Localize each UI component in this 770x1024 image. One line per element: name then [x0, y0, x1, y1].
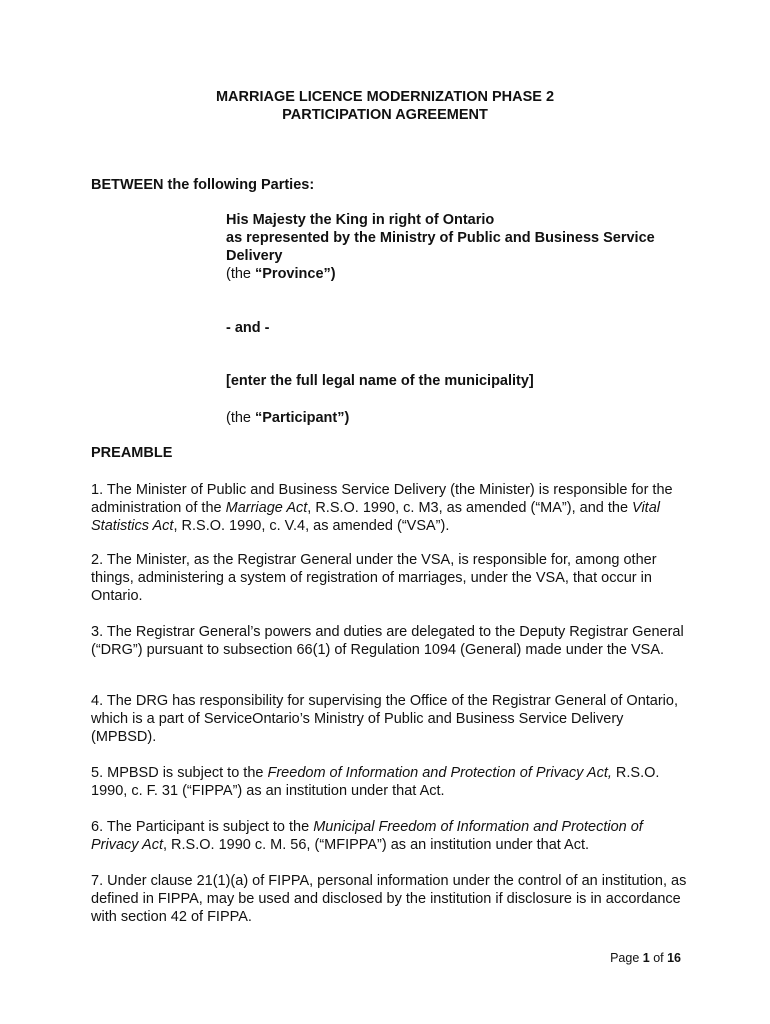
preamble-heading: PREAMBLE	[91, 445, 173, 461]
total-pages: 16	[667, 951, 681, 965]
paragraph-text: 1. The Minister of Public and Business Service Delivery (the Minister) is responsible for the administration of the	[91, 482, 673, 516]
role-name: “Province”)	[255, 266, 336, 282]
paragraph-text: , R.S.O. 1990, c. V.4, as amended (“VSA”).	[173, 518, 450, 534]
preamble-paragraph-7: 7. Under clause 21(1)(a) of FIPPA, personal information under the control of an institution, as defined in FIPPA, may be used and disclosed by the institution if disclosure is in accordance with section 42 of FIPPA.	[91, 873, 687, 925]
paragraph-text: 6. The Participant is subject to the	[91, 819, 314, 835]
role-prefix: (the	[226, 266, 256, 282]
paragraph-text: R.S.O. 1990, c. F. 31 (“FIPPA”) as an institution under that Act.	[91, 765, 660, 799]
preamble-paragraph-3: 3. The Registrar General’s powers and duties are delegated to the Deputy Registrar General (“DRG”) pursuant to subsection 66(1) of Regulation 1094 (General) made under the VSA.	[91, 624, 684, 658]
preamble-paragraph-1	[91, 481, 691, 535]
act-name: Freedom of Information and Protection of Privacy Act,	[267, 765, 612, 781]
act-name: Marriage Act	[225, 500, 308, 516]
title-line-2: PARTICIPATION AGREEMENT	[282, 106, 488, 123]
paragraph-text: 5. MPBSD is subject to the	[91, 765, 268, 781]
between-heading: BETWEEN the following Parties:	[91, 177, 315, 193]
party-province-line-2: as represented by the Ministry of Public and Business Service	[226, 230, 655, 246]
preamble-paragraph-6	[91, 818, 691, 854]
page-number	[610, 951, 681, 965]
role-name: “Participant”)	[255, 410, 350, 426]
paragraph-text: , R.S.O. 1990, c. M3, as amended (“MA”), and the	[307, 500, 633, 516]
paragraph-text: , R.S.O. 1990 c. M. 56, (“MFIPPA”) as an institution under that Act.	[162, 837, 590, 853]
party-province-role	[226, 265, 686, 283]
preamble-paragraph-4: 4. The DRG has responsibility for supervising the Office of the Registrar General of Ontario, which is a part of ServiceOntario’s Ministry of Public and Business Service Delivery (MPBSD).	[91, 693, 678, 745]
preamble-paragraph-5	[91, 764, 691, 800]
document-title	[0, 89, 770, 124]
and-separator: - and -	[226, 320, 270, 336]
act-name: Municipal Freedom of Information and Protection of Privacy Act	[91, 819, 643, 853]
party-province-line-3: Delivery	[226, 248, 283, 264]
current-page: 1	[642, 951, 650, 965]
party-province	[226, 211, 686, 283]
party-participant-role	[226, 409, 349, 427]
preamble-paragraph-2: 2. The Minister, as the Registrar General under the VSA, is responsible for, among other things, administering a system of registration of marriages, under the VSA, that occur in Ontario.	[91, 552, 657, 604]
party-province-line-1: His Majesty the King in right of Ontario	[226, 212, 495, 228]
of-label: of	[649, 951, 668, 965]
party-participant-name: [enter the full legal name of the municipality]	[226, 373, 534, 389]
title-line-1: MARRIAGE LICENCE MODERNIZATION PHASE 2	[215, 89, 555, 105]
act-name: Vital Statistics Act	[91, 500, 660, 534]
role-prefix: (the	[226, 410, 256, 426]
page-label: Page	[610, 951, 643, 965]
